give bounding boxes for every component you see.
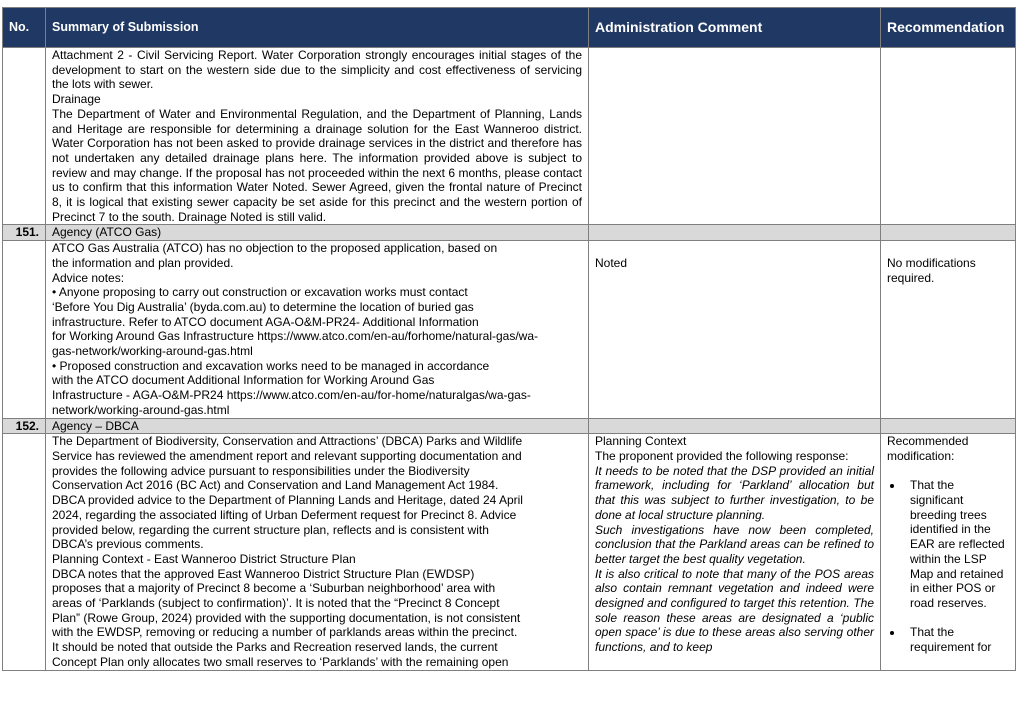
list-item: • That the significant breeding trees identified in the EAR are reflected within the LSP Map and retained in either POS or road reserves. [904,478,1009,610]
row-number: 152. [3,418,46,434]
summary-cell [46,434,589,670]
summary-line: Service has reviewed the amendment report and relevant supporting documentation and [52,448,522,463]
summary-line: the information and plan provided. [52,255,234,270]
recommendation-heading: Recommended modification: [887,434,969,463]
admin-intro: The proponent provided the following response: [595,448,849,463]
table-row [3,434,1016,670]
header-admin-comment: Administration Comment [589,8,881,48]
summary-line: network/working-around-gas.html [52,402,230,417]
admin-quote: It needs to be noted that the DSP provided an initial framework, including for ‘Parkland’ allocation but that this was subject to further investigation, to be done at local structure planning. [595,463,874,522]
summary-line: Infrastructure - AGA-O&M-PR24 https://www.atco.com/en-au/for-home/naturalgas/wa-gas- [52,388,531,403]
recommendation-cell [881,241,1016,418]
recommendation-cell [881,48,1016,225]
header-no: No. [3,8,46,48]
list-item: • That the requirement for [904,625,1009,654]
summary-line: Concept Plan only allocates two small reserves to ‘Parklands’ with the remaining open [52,654,509,669]
summary-line: DBCA’s previous comments. [52,537,204,552]
summary-line: provides the following advice pursuant to responsibilities under the Biodiversity [52,463,470,478]
recommendation-text: No modifications required. [887,255,976,285]
summary-line: Conservation Act 2016 (BC Act) and Conservation and Land Management Act 1984. [52,478,499,493]
summary-line: provided below, regarding the current structure plan, reflects and is consistent with [52,522,489,537]
row-no-cell [3,48,46,225]
admin-cell [589,434,881,670]
summary-line: infrastructure. Refer to ATCO document AGA-O&M-PR24- Additional Information [52,314,479,329]
summary-line: Planning Context - East Wanneroo District Structure Plan [52,551,356,566]
admin-comment: Noted [595,255,628,270]
summary-line: DBCA provided advice to the Department of Planning Lands and Heritage, dated 24 April [52,493,523,508]
header-summary: Summary of Submission [46,8,589,48]
summary-cell [46,241,589,418]
submissions-table [2,7,1016,671]
table-row [3,48,1016,225]
summary-cell [46,48,589,225]
table-row [3,241,1016,418]
summary-line: The Department of Biodiversity, Conservation and Attractions’ (DBCA) Parks and Wildlife [52,434,523,449]
recommendation-cell [881,434,1016,670]
summary-text: Attachment 2 - Civil Servicing Report. Water Corporation strongly encourages initial stages of the development to start on the western side due to the simplicity and cost effectiveness of servicing the lots with sewer. [52,48,582,92]
admin-cell [589,48,881,225]
summary-line: ‘Before You Dig Australia’ (byda.com.au) to determine the location of buried gas [52,299,474,314]
drainage-text: The Department of Water and Environmental Regulation, and the Department of Planning, Lands and Heritage are responsible for determining a drainage solution for the East Wanneroo district. Water Corporation has not been asked to provide drainage services in the district and therefore has not undertaken any detailed drainage plans here. The information provided above is subject to review and may change. If the proposal has not proceeded within the next 6 months, please contact us to confirm that this information Water Noted. Sewer Agreed, given the frontal nature of Precinct 8, it is logical that existing sewer capacity be set aside for this precinct and the western portion of Precinct 7 to the south. Drainage Noted is still valid. [52,106,582,224]
admin-heading: Planning Context [595,434,687,449]
summary-line: gas-network/working-around-gas.html [52,344,253,359]
admin-cell [589,241,881,418]
agency-name: Agency – DBCA [46,418,589,434]
summary-line: • Anyone proposing to carry out construction or excavation works must contact [52,285,468,300]
summary-line: It should be noted that outside the Parks and Recreation reserved lands, the current [52,640,498,655]
summary-line: with the EWDSP, removing or reducing a number of parklands areas within the precinct. [52,625,518,640]
admin-quote: It is also critical to note that many of the POS areas also contain remnant vegetation and indeed were designed and configured to target this retention. The sole reason these areas are designated a ‘public open space’ is due to these areas also serving other functions, and to keep [595,566,874,655]
summary-line: • Proposed construction and excavation works need to be managed in accordance [52,358,490,373]
recommendation-list [887,478,1009,654]
summary-line: Plan” (Rowe Group, 2024) provided with the supporting documentation, is not consistent [52,610,521,625]
table-header-row [3,8,1016,48]
admin-quote: Such investigations have now been completed, conclusion that the Parkland areas can be refined to better target the best quality vegetation. [595,522,874,566]
agency-row [3,225,1016,241]
summary-line: with the ATCO document Additional Information for Working Around Gas [52,373,435,388]
summary-line: proposes that a majority of Precinct 8 become a ‘Suburban neighborhood’ area with [52,581,496,596]
agency-name: Agency (ATCO Gas) [46,225,589,241]
drainage-heading: Drainage [52,92,101,107]
summary-line: ATCO Gas Australia (ATCO) has no objection to the proposed application, based on [52,241,498,256]
header-recommendation: Recommendation [881,8,1016,48]
summary-line: areas of ‘Parklands (subject to confirmation)’. It is noted that the “Precinct 8 Concept [52,596,500,611]
row-number: 151. [3,225,46,241]
summary-line: 2024, regarding the associated lifting of Urban Deferment request for Precinct 8. Advice [52,507,517,522]
agency-row [3,418,1016,434]
summary-line: for Working Around Gas Infrastructure https://www.atco.com/en-au/forhome/natural-gas/wa- [52,329,538,344]
summary-line: DBCA notes that the approved East Wanneroo District Structure Plan (EWDSP) [52,566,475,581]
summary-line: Advice notes: [52,270,125,285]
